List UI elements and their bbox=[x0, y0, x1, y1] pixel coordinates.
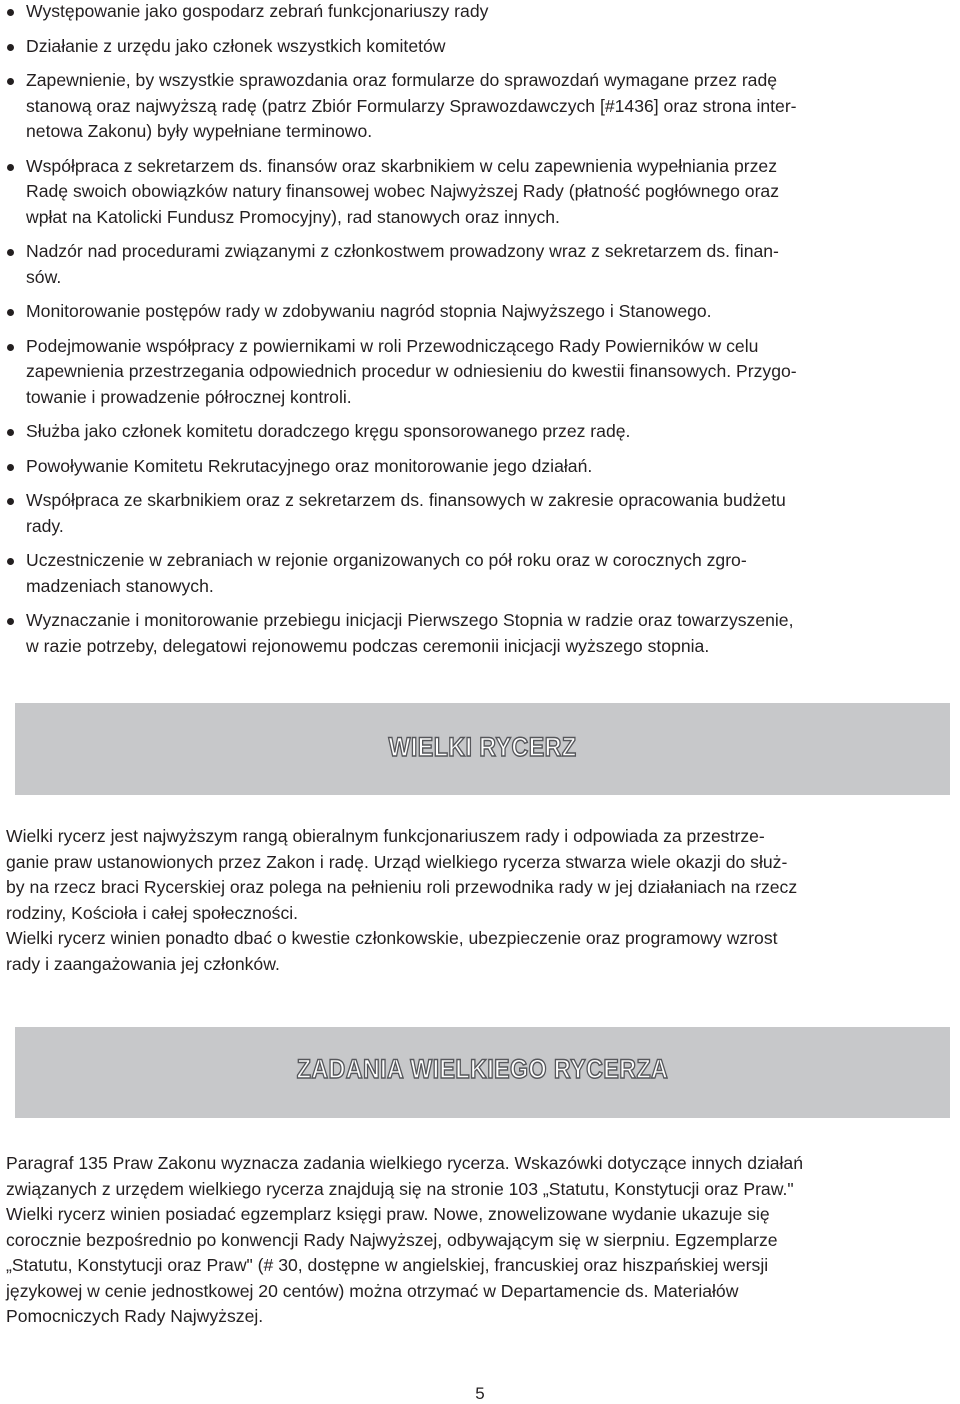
list-item-text: Występowanie jako gospodarz zebrań funkcjonariuszy rady bbox=[26, 1, 489, 21]
list-item-line: Wyznaczanie i monitorowanie przebiegu inicjacji Pierwszego Stopnia w radzie oraz towarzyszenie, bbox=[26, 610, 794, 630]
paragraph-line: Pomocniczych Rady Najwyższej. bbox=[6, 1306, 264, 1326]
list-item bbox=[0, 608, 960, 659]
list-item-text: Służba jako członek komitetu doradczego kręgu sponsorowanego przez radę. bbox=[26, 421, 631, 441]
section-title: WIELKI RYCERZ bbox=[388, 732, 577, 762]
list-item-line: rady. bbox=[26, 515, 64, 536]
list-item bbox=[0, 548, 960, 599]
paragraph-line: językowej w cenie jednostkowej 20 centów) można otrzymać w Departamencie ds. Materiałów bbox=[6, 1280, 739, 1301]
section-banner-zadania bbox=[15, 1027, 950, 1118]
paragraph-line: Wielki rycerz jest najwyższym rangą obieralnym funkcjonariuszem rady i odpowiada za przestrze- bbox=[6, 826, 765, 846]
list-item-line: Podejmowanie współpracy z powiernikami w roli Przewodniczącego Rady Powierników w celu bbox=[26, 335, 759, 356]
list-item bbox=[0, 34, 960, 60]
list-item-line: madzeniach stanowych. bbox=[26, 575, 214, 596]
list-item bbox=[0, 68, 960, 145]
bullet-icon bbox=[7, 249, 14, 256]
bullet-icon bbox=[7, 618, 14, 625]
list-item bbox=[0, 239, 960, 290]
bullet-icon bbox=[7, 309, 14, 316]
list-item-line: netowa Zakonu) były wypełniane terminowo. bbox=[26, 121, 373, 141]
list-item bbox=[0, 0, 960, 25]
list-item-line: wpłat na Katolicki Fundusz Promocyjny), rad stanowych oraz innych. bbox=[26, 206, 560, 227]
bullet-icon bbox=[7, 164, 14, 171]
list-item-line: Współpraca z sekretarzem ds. finansów oraz skarbnikiem w celu zapewnienia wypełniania przez bbox=[26, 155, 777, 176]
list-item-text: Powoływanie Komitetu Rekrutacyjnego oraz monitorowanie jego działań. bbox=[26, 455, 593, 476]
paragraph-line: związanych z urzędem wielkiego rycerza znajdują się na stronie 103 „Statutu, Konstytucji oraz Praw." bbox=[6, 1178, 794, 1199]
list-item-line: Nadzór nad procedurami związanymi z członkostwem prowadzony wraz z sekretarzem ds. finan- bbox=[26, 241, 779, 261]
paragraph-line: Wielki rycerz winien posiadać egzemplarz księgi praw. Nowe, znowelizowane wydanie ukazuje się bbox=[6, 1204, 770, 1224]
paragraph-line: rady i zaangażowania jej członków. bbox=[6, 953, 280, 974]
bullet-icon bbox=[7, 429, 14, 436]
bullet-icon bbox=[7, 44, 14, 51]
paragraph-line: Paragraf 135 Praw Zakonu wyznacza zadania wielkiego rycerza. Wskazówki dotyczące innych działań bbox=[6, 1153, 803, 1173]
list-item-line: zapewnienia przestrzegania odpowiednich procedur w odniesieniu do kwestii finansowych. Przygo- bbox=[26, 361, 797, 381]
list-item-text: Działanie z urzędu jako członek wszystkich komitetów bbox=[26, 35, 446, 56]
list-item bbox=[0, 419, 960, 445]
section-title: ZADANIA WIELKIEGO RYCERZA bbox=[296, 1054, 669, 1084]
list-item-line: stanową oraz najwyższą radę (patrz Zbiór Formularzy Sprawozdawczych [#1436] oraz strona inter- bbox=[26, 95, 797, 116]
list-item-line: Zapewnienie, by wszystkie sprawozdania oraz formularze do sprawozdań wymagane przez radę bbox=[26, 70, 778, 90]
list-item-line: Współpraca ze skarbnikiem oraz z sekretarzem ds. finansowych w zakresie opracowania budżetu bbox=[26, 490, 786, 510]
list-item-line: Uczestniczenie w zebraniach w rejonie organizowanych co pół roku oraz w corocznych zgro- bbox=[26, 550, 747, 570]
list-item bbox=[0, 454, 960, 480]
bullet-icon bbox=[7, 464, 14, 471]
paragraph-line: „Statutu, Konstytucji oraz Praw" (# 30, dostępne w angielskiej, francuskiej oraz hiszpańskiej wersji bbox=[6, 1255, 769, 1275]
list-item bbox=[0, 154, 960, 231]
list-item bbox=[0, 299, 960, 325]
duties-bullet-list bbox=[0, 0, 960, 659]
wielki-rycerz-paragraph bbox=[6, 824, 956, 977]
paragraph-line: by na rzecz braci Rycerskiej oraz polega na pełnieniu roli przewodnika rady w jej działaniach na rzecz bbox=[6, 877, 798, 897]
bullet-icon bbox=[7, 344, 14, 351]
paragraph-line: ganie praw ustanowionych przez Zakon i radę. Urząd wielkiego rycerza stwarza wiele okazji do służ- bbox=[6, 851, 788, 872]
bullet-icon bbox=[7, 78, 14, 85]
page-number: 5 bbox=[475, 1384, 485, 1403]
list-item bbox=[0, 334, 960, 411]
bullet-icon bbox=[7, 9, 14, 16]
paragraph-line: rodziny, Kościoła i całej społeczności. bbox=[6, 902, 299, 923]
bullet-icon bbox=[7, 558, 14, 565]
zadania-paragraph bbox=[6, 1151, 956, 1330]
paragraph-line: Wielki rycerz winien ponadto dbać o kwestie członkowskie, ubezpieczenie oraz programowy wzrost bbox=[6, 928, 778, 948]
list-item-line: sów. bbox=[26, 266, 62, 287]
list-item bbox=[0, 488, 960, 539]
list-item-line: Radę swoich obowiązków natury finansowej wobec Najwyższej Rady (płatność pogłównego oraz bbox=[26, 181, 780, 201]
bullet-icon bbox=[7, 498, 14, 505]
paragraph-line: corocznie bezpośrednio po konwencji Rady Najwyższej, odbywającym się w sierpniu. Egzemplarze bbox=[6, 1229, 778, 1250]
list-item-text: Monitorowanie postępów rady w zdobywaniu nagród stopnia Najwyższego i Stanowego. bbox=[26, 301, 712, 321]
list-item-line: towanie i prowadzenie półrocznej kontroli. bbox=[26, 386, 352, 407]
section-banner-wielki-rycerz bbox=[15, 703, 950, 795]
list-item-line: w razie potrzeby, delegatowi rejonowemu podczas ceremonii inicjacji wyższego stopnia. bbox=[26, 635, 710, 656]
